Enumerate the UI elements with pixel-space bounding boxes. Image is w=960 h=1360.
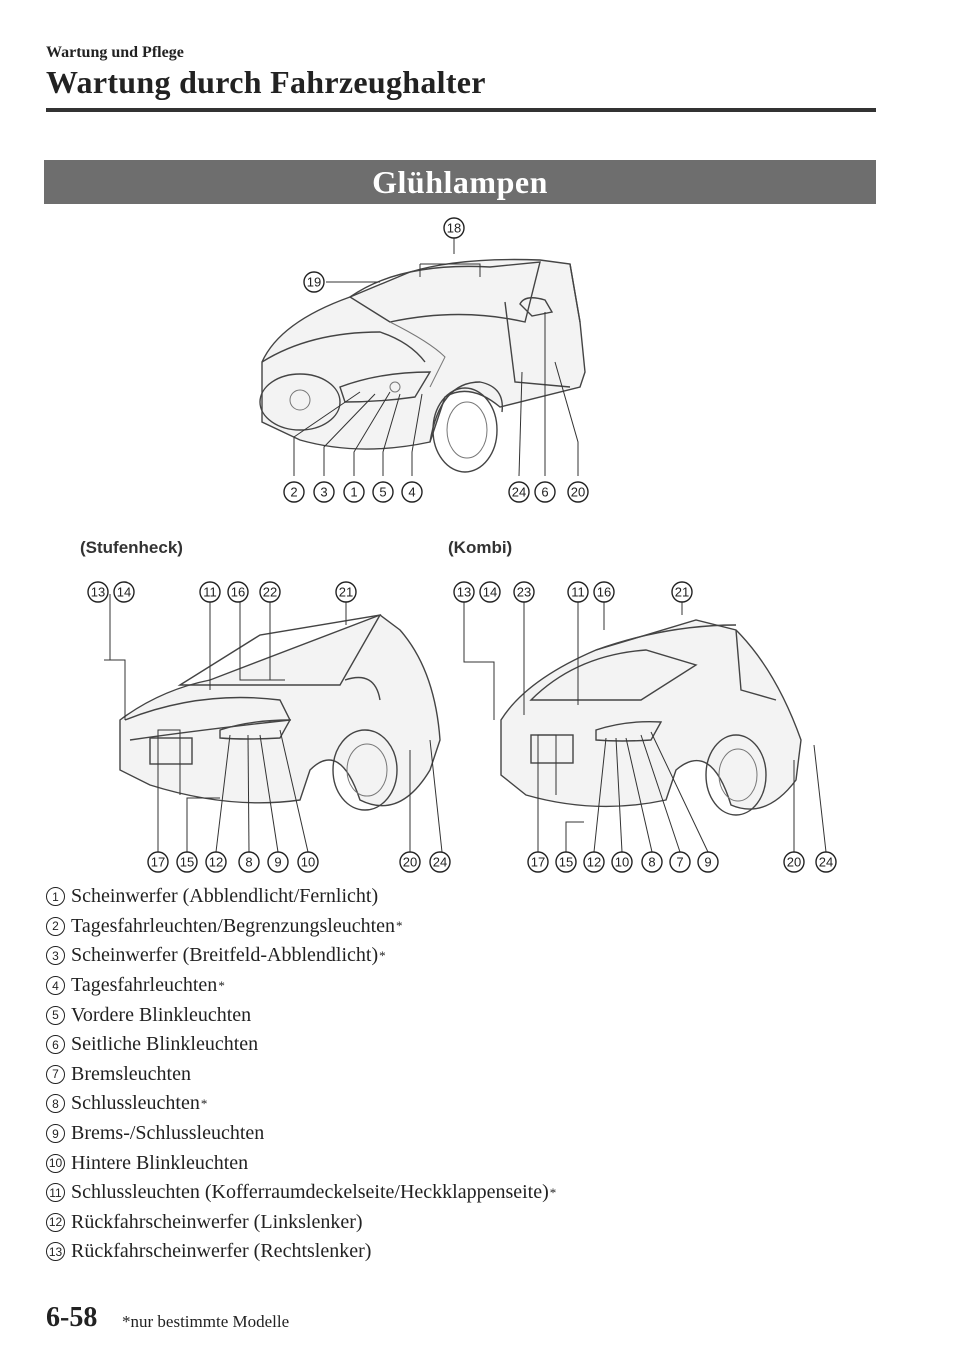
legend-note: * — [379, 947, 386, 963]
svg-text:11: 11 — [203, 584, 217, 600]
wagon-callout-17 — [528, 852, 548, 872]
sedan-callout-20 — [400, 852, 420, 872]
banner-title: Glühlampen — [372, 164, 548, 200]
legend-text: Rückfahrscheinwerfer (Linkslenker) — [71, 1210, 363, 1233]
sedan-caption: (Stufenheck) — [80, 538, 183, 557]
svg-text:8: 8 — [648, 854, 656, 870]
sedan-callout-21 — [336, 582, 356, 602]
sedan-rear-figure — [80, 570, 460, 875]
legend-item — [46, 941, 896, 971]
svg-text:20: 20 — [402, 854, 418, 870]
sedan-callout-17 — [148, 852, 168, 872]
footnote: *nur bestimmte Modelle — [122, 1312, 290, 1331]
svg-text:10: 10 — [300, 854, 316, 870]
legend-number-badge: 7 — [46, 1065, 65, 1084]
legend-item — [46, 1178, 896, 1208]
legend-item — [46, 1060, 896, 1090]
legend-note: * — [218, 977, 225, 993]
svg-text:15: 15 — [558, 854, 574, 870]
svg-text:23: 23 — [516, 584, 532, 600]
legend-text: Schlussleuchten — [71, 1092, 200, 1115]
callout-1 — [344, 482, 364, 502]
svg-text:20: 20 — [570, 484, 586, 500]
legend-text: Scheinwerfer (Breitfeld-Abblendlicht) — [71, 944, 379, 967]
legend-note: * — [200, 1095, 208, 1111]
svg-text:2: 2 — [290, 484, 298, 500]
svg-text:22: 22 — [262, 584, 278, 600]
legend-item — [46, 1208, 896, 1238]
legend-item — [46, 1148, 896, 1178]
svg-text:24: 24 — [432, 854, 448, 870]
legend-number-badge: 3 — [46, 946, 65, 965]
svg-text:18: 18 — [446, 220, 462, 236]
svg-text:7: 7 — [676, 854, 684, 870]
legend-number-badge: 12 — [46, 1213, 65, 1232]
legend-number-badge: 9 — [46, 1124, 65, 1143]
wagon-callout-10 — [612, 852, 632, 872]
callout-2 — [284, 482, 304, 502]
callout-24 — [509, 482, 529, 502]
wagon-callout-15 — [556, 852, 576, 872]
wagon-callout-9 — [698, 852, 718, 872]
svg-text:4: 4 — [408, 484, 416, 500]
sedan-callout-12 — [206, 852, 226, 872]
sedan-callout-10 — [298, 852, 318, 872]
legend-text: Tagesfahrleuchten/Begrenzungsleuchten — [71, 914, 396, 937]
wagon-callout-8 — [642, 852, 662, 872]
svg-text:21: 21 — [674, 584, 690, 600]
svg-text:14: 14 — [116, 584, 132, 600]
svg-text:5: 5 — [379, 484, 387, 500]
sedan-callout-22 — [260, 582, 280, 602]
section-banner — [44, 160, 876, 204]
wagon-callout-24 — [816, 852, 836, 872]
legend-note: * — [396, 918, 403, 934]
sedan-callout-8 — [239, 852, 259, 872]
legend-text: Hintere Blinkleuchten — [71, 1151, 249, 1174]
wagon-rear-figure — [446, 570, 846, 875]
svg-text:17: 17 — [150, 854, 166, 870]
sedan-callout-13 — [88, 582, 108, 602]
svg-text:16: 16 — [596, 584, 612, 600]
wagon-callout-13 — [454, 582, 474, 602]
legend-number-badge: 8 — [46, 1094, 65, 1113]
svg-text:20: 20 — [786, 854, 802, 870]
legend-number-badge: 1 — [46, 887, 65, 906]
callout-5 — [373, 482, 393, 502]
sedan-callout-15 — [177, 852, 197, 872]
legend-item — [46, 971, 896, 1001]
legend-item — [46, 1089, 896, 1119]
svg-text:8: 8 — [245, 854, 253, 870]
legend-item — [46, 1237, 896, 1267]
title-divider — [46, 108, 876, 112]
legend-text: Vordere Blinkleuchten — [71, 1003, 252, 1026]
wagon-rear-drawing — [446, 570, 846, 875]
callout-4 — [402, 482, 422, 502]
svg-text:15: 15 — [179, 854, 195, 870]
legend-item — [46, 1030, 896, 1060]
svg-text:13: 13 — [456, 584, 472, 600]
sedan-callout-16 — [228, 582, 248, 602]
legend-number-badge: 10 — [46, 1154, 65, 1173]
svg-text:11: 11 — [571, 584, 585, 600]
legend-number-badge: 4 — [46, 976, 65, 995]
svg-text:13: 13 — [90, 584, 106, 600]
svg-text:3: 3 — [320, 484, 328, 500]
legend-number-badge: 11 — [46, 1183, 65, 1202]
wagon-callout-7 — [670, 852, 690, 872]
front-car-drawing — [240, 212, 620, 512]
svg-text:24: 24 — [511, 484, 527, 500]
sedan-body — [120, 615, 440, 806]
sedan-callout-14 — [114, 582, 134, 602]
wagon-caption: (Kombi) — [448, 538, 513, 557]
page-number: 6-58 — [46, 1302, 98, 1333]
legend-text: Bremsleuchten — [71, 1062, 191, 1085]
svg-text:12: 12 — [208, 854, 224, 870]
sedan-rear-drawing — [80, 570, 460, 875]
bulb-legend — [46, 882, 896, 1267]
section-label: Wartung und Pflege — [46, 44, 184, 61]
legend-item — [46, 912, 896, 942]
page-title: Wartung durch Fahrzeughalter — [46, 64, 486, 100]
svg-text:9: 9 — [704, 854, 712, 870]
front-car-figure — [240, 212, 620, 512]
svg-text:9: 9 — [274, 854, 282, 870]
legend-item — [46, 882, 896, 912]
svg-text:19: 19 — [306, 274, 322, 290]
callout-6 — [535, 482, 555, 502]
legend-note: * — [549, 1184, 557, 1200]
legend-text: Seitliche Blinkleuchten — [71, 1033, 259, 1056]
wagon-body — [501, 620, 801, 809]
legend-text: Rückfahrscheinwerfer (Rechtslenker) — [71, 1240, 372, 1263]
wagon-callout-11 — [568, 582, 588, 602]
svg-text:24: 24 — [818, 854, 834, 870]
callout-3 — [314, 482, 334, 502]
wagon-callout-14 — [480, 582, 500, 602]
legend-item — [46, 1000, 896, 1030]
wagon-callout-20 — [784, 852, 804, 872]
wagon-callout-12 — [584, 852, 604, 872]
legend-number-badge: 5 — [46, 1006, 65, 1025]
sedan-callout-11 — [200, 582, 220, 602]
sedan-callout-9 — [268, 852, 288, 872]
wagon-callout-23 — [514, 582, 534, 602]
wagon-callout-16 — [594, 582, 614, 602]
svg-text:16: 16 — [230, 584, 246, 600]
svg-text:12: 12 — [586, 854, 602, 870]
legend-number-badge: 13 — [46, 1242, 65, 1261]
legend-number-badge: 2 — [46, 917, 65, 936]
legend-text: Brems-/Schlussleuchten — [71, 1122, 265, 1145]
callout-18 — [444, 218, 464, 238]
legend-text: Tagesfahrleuchten — [71, 974, 218, 997]
svg-text:17: 17 — [530, 854, 546, 870]
svg-text:6: 6 — [541, 484, 549, 500]
legend-text: Schlussleuchten (Kofferraumdeckelseite/Heckklappenseite) — [71, 1181, 549, 1204]
svg-text:21: 21 — [338, 584, 354, 600]
callout-19 — [304, 272, 324, 292]
svg-text:1: 1 — [350, 484, 358, 500]
svg-text:14: 14 — [482, 584, 498, 600]
legend-number-badge: 6 — [46, 1035, 65, 1054]
callout-20 — [568, 482, 588, 502]
svg-text:10: 10 — [614, 854, 630, 870]
legend-text: Scheinwerfer (Abblendlicht/Fernlicht) — [71, 885, 379, 908]
wagon-callout-21 — [672, 582, 692, 602]
legend-item — [46, 1119, 896, 1149]
